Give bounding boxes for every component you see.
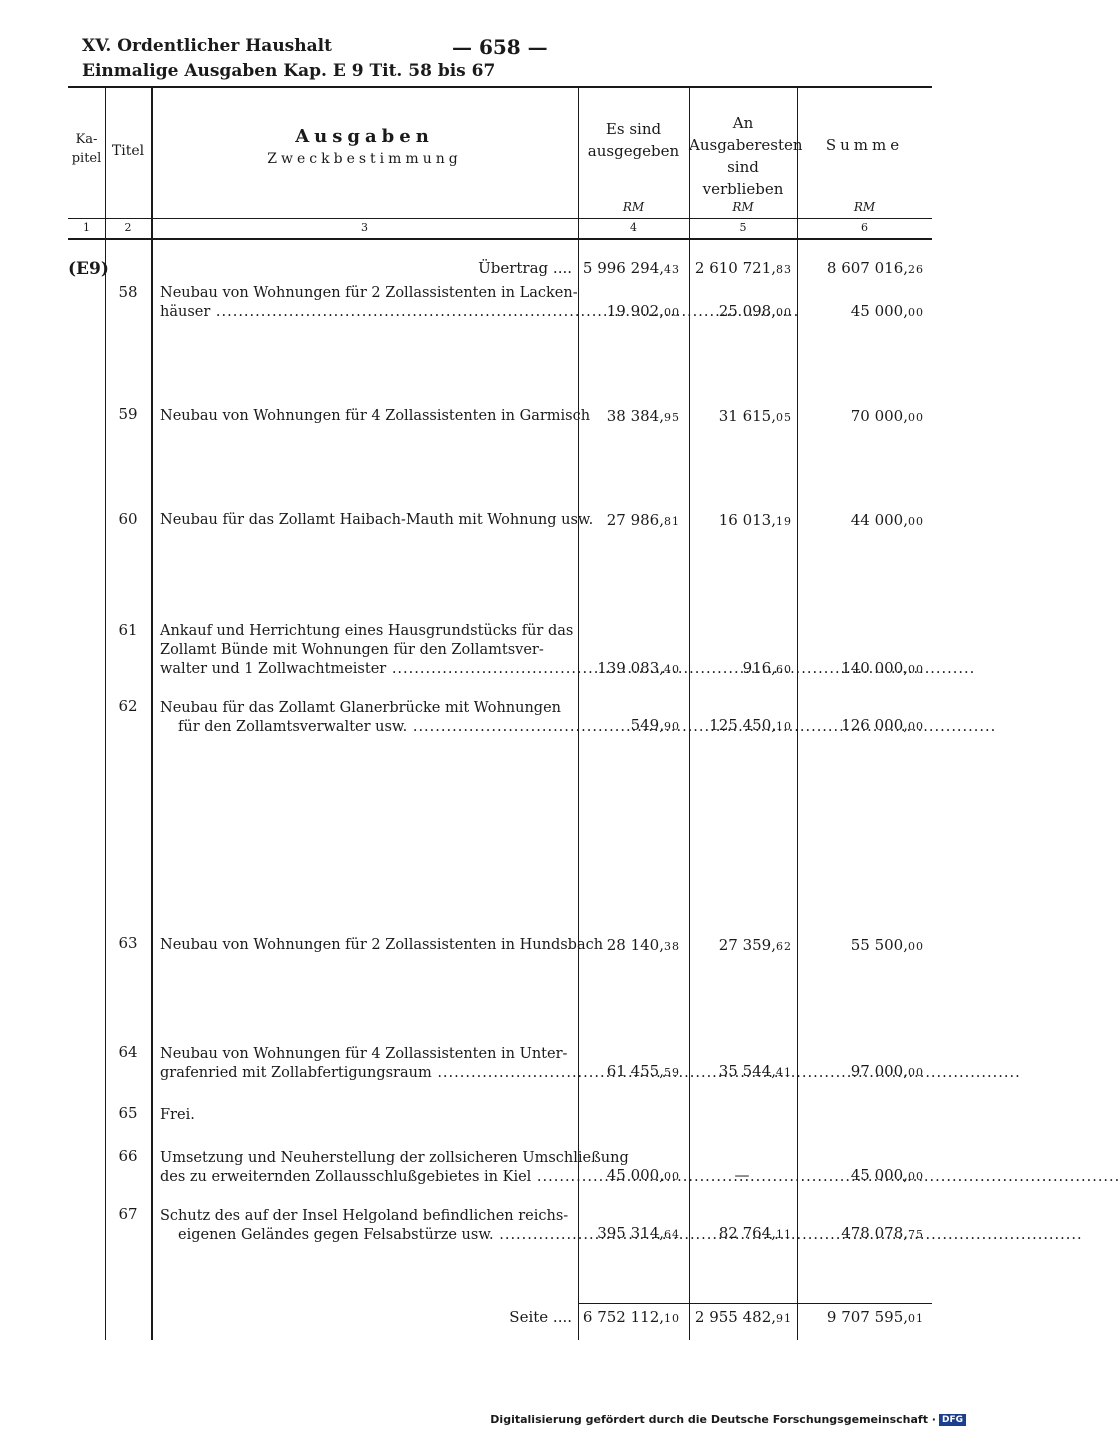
col-ausgabereste-header: An Ausgaberesten sind verblieben — [689, 114, 803, 198]
row-spent: 395 314,64 — [597, 1224, 680, 1242]
carry-over-remaining: 2 610 721,83 — [694, 259, 792, 277]
column-number: 3 — [361, 221, 368, 234]
header-divider — [68, 218, 932, 219]
row-description: Neubau von Wohnungen für 2 Zollassistenten in Hundsbach — [160, 937, 604, 953]
section-title: XV. Ordentlicher Haushalt — [82, 36, 332, 56]
row-titel: 66 — [118, 1147, 138, 1165]
row-titel: 67 — [118, 1205, 138, 1223]
row-description: Neubau von Wohnungen für 4 Zollassistenten in Garmisch — [160, 408, 591, 424]
column-number: 6 — [861, 221, 868, 234]
column-number: 2 — [124, 221, 132, 234]
row-sum: 97 000,00 — [850, 1062, 924, 1080]
col-titel-header: Titel — [111, 143, 145, 159]
row-titel: 60 — [118, 510, 138, 528]
row-titel: 59 — [118, 405, 138, 423]
page-total-spent: 6 752 112,10 — [582, 1308, 680, 1326]
row-spent: 19 902,00 — [606, 302, 680, 320]
row-remaining: 82 764,11 — [718, 1224, 792, 1242]
table-top-rule — [68, 86, 932, 88]
row-spent: 38 384,95 — [606, 407, 680, 425]
col-ausgaben-header: Ausgaben Zweckbestimmung — [267, 126, 462, 167]
row-sum: 70 000,00 — [850, 407, 924, 425]
carry-over-label: Übertrag .... — [478, 259, 572, 277]
unit-label: RM — [853, 200, 876, 214]
page-total-label: Seite .... — [509, 1308, 572, 1326]
row-spent: 61 455,59 — [606, 1062, 680, 1080]
row-spent: 45 000,00 — [606, 1166, 680, 1184]
page-total-sum: 9 707 595,01 — [826, 1308, 924, 1326]
row-remaining: 25 098,00 — [718, 302, 792, 320]
row-description: Neubau für das Zollamt Haibach-Mauth mit Wohnung usw. — [160, 512, 594, 528]
row-remaining: 125 450,10 — [709, 716, 792, 734]
row-remaining: 916,60 — [742, 659, 792, 677]
row-description: Neubau von Wohnungen für 4 Zollassistenten in Unter- grafenried mit Zollabfertigungsraum ..... — [160, 1045, 572, 1083]
col-divider-2 — [151, 86, 153, 1340]
row-titel: 65 — [118, 1104, 138, 1122]
digitization-note: Digitalisierung gefördert durch die Deutsche Forschungsgemeinschaft · DFG — [490, 1413, 966, 1426]
total-rule — [578, 1303, 932, 1304]
row-sum: 55 500,00 — [850, 936, 924, 954]
row-description: Ankauf und Herrichtung eines Hausgrundstücks für das Zollamt Bünde mit Wohnungen für den Zollamtsver- walter und 1 Zollwachtmeister ..... — [160, 622, 572, 679]
dfg-logo: DFG — [939, 1414, 966, 1426]
carry-over-sum: 8 607 016,26 — [826, 259, 924, 277]
page-subtitle: Einmalige Ausgaben Kap. E 9 Tit. 58 bis 67 — [82, 61, 496, 81]
page-number: — 658 — — [452, 35, 548, 59]
row-titel: 61 — [118, 621, 138, 639]
row-remaining: 31 615,05 — [718, 407, 792, 425]
row-titel: 62 — [118, 697, 138, 715]
column-number: 5 — [739, 221, 747, 234]
col-ausgegeben-header: Es sind ausgegeben — [587, 120, 680, 160]
col-summe-header: Summe — [825, 136, 904, 154]
row-sum: 45 000,00 — [850, 1166, 924, 1184]
kapitel-label: (E9) — [68, 259, 109, 279]
row-titel: 63 — [118, 934, 138, 952]
row-titel: 58 — [118, 283, 138, 301]
row-spent: 28 140,38 — [606, 936, 680, 954]
row-remaining: — — [734, 1166, 750, 1184]
row-spent: 27 986,81 — [606, 511, 680, 529]
unit-label: RM — [732, 200, 754, 214]
row-remaining: 35 544,41 — [718, 1062, 792, 1080]
row-remaining: 27 359,62 — [718, 936, 792, 954]
row-sum: 44 000,00 — [850, 511, 924, 529]
row-titel: 64 — [118, 1043, 138, 1061]
header-bottom-rule — [68, 238, 932, 240]
row-description: Umsetzung und Neuherstellung der zollsicheren Umschließung des zu erweiternden Zollausschlußgebietes in Kiel ..... — [160, 1149, 572, 1187]
row-spent: 139 083,40 — [597, 659, 680, 677]
row-sum: 126 000,00 — [841, 716, 924, 734]
col-kapitel-header: Ka- pitel — [71, 132, 102, 166]
row-sum: 45 000,00 — [850, 302, 924, 320]
column-number: 4 — [630, 221, 637, 234]
row-sum: 478 078,75 — [841, 1224, 924, 1242]
col-divider-4 — [689, 86, 690, 1340]
row-description: Frei. — [160, 1107, 195, 1123]
row-description: Neubau von Wohnungen für 2 Zollassistenten in Lacken- häuser ..... — [160, 284, 572, 322]
row-remaining: 16 013,19 — [718, 511, 792, 529]
col-divider-5 — [797, 86, 798, 1340]
unit-label: RM — [622, 200, 645, 214]
row-sum: 140 000,00 — [841, 659, 924, 677]
carry-over-spent: 5 996 294,43 — [582, 259, 680, 277]
row-description: Neubau für das Zollamt Glanerbrücke mit Wohnungen für den Zollamtsverwalter usw. ..... — [160, 699, 572, 737]
column-number: 1 — [83, 221, 90, 234]
row-description: Schutz des auf der Insel Helgoland befindlichen reichs- eigenen Geländes gegen Felsabstürze usw. ..... — [160, 1207, 572, 1245]
page-total-remaining: 2 955 482,91 — [694, 1308, 792, 1326]
row-spent: 549,90 — [630, 716, 680, 734]
